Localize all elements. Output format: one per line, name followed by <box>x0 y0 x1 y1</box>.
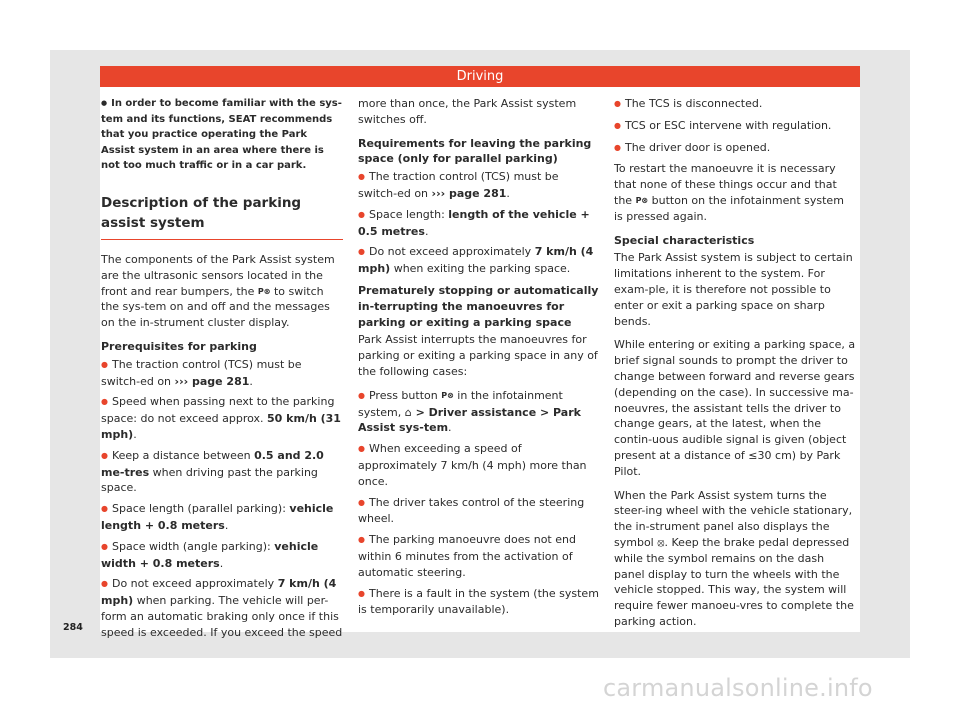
leaving-heading: Requirements for leaving the parking space (only for parallel parking) <box>358 136 592 166</box>
section-title: Description of the parking assist system <box>101 193 343 240</box>
column-1 <box>101 96 343 646</box>
restart-paragraph: To restart the manoeuvre it is necessary that none of these things occur and that the P⊗ button on the infotainment system is pressed again. <box>614 162 844 223</box>
column-3 <box>614 96 856 638</box>
special-heading: Special characteristics <box>614 233 755 247</box>
car-menu-icon: ⌂ <box>404 405 412 419</box>
page-header: Driving <box>100 66 860 87</box>
list-item: ● Speed when passing next to the parking space: do not exceed approx. 50 km/h (31 mph). <box>101 394 343 442</box>
interrupt-heading: Prematurely stopping or automatically in-terrupting the manoeuvres for parking or exiting a parking space <box>358 283 599 329</box>
park-assist-button-icon: P⊗ <box>257 286 271 296</box>
list-item: ● TCS or ESC intervene with regulation. <box>614 118 856 135</box>
list-item: ● Space width (angle parking): vehicle width + 0.8 meters. <box>101 539 343 572</box>
list-item: ● The driver takes control of the steering wheel. <box>358 495 600 528</box>
page-link[interactable]: ››› page 281 <box>431 186 507 200</box>
continued-paragraph: more than once, the Park Assist system switches off. <box>358 97 577 126</box>
page-number: 284 <box>63 622 83 633</box>
list-item: ● Do not exceed approximately 7 km/h (4 mph) when parking. The vehicle will per-form an automatic braking only once if this speed is exceeded. If you exceed the speed <box>101 576 343 640</box>
park-assist-button-icon: P⊗ <box>441 390 454 400</box>
list-item: ● The driver door is opened. <box>614 140 856 157</box>
steering-symbol-icon: ⦻ <box>657 535 665 549</box>
column-2 <box>358 96 600 623</box>
note-bullet: ● In order to become familiar with the sys-tem and its functions, SEAT recommends that you practice operating the Park Assist system in an area where there is not too much traffic or in a car park. <box>101 96 343 173</box>
list-item: ● There is a fault in the system (the system is temporarily unavailable). <box>358 586 600 619</box>
list-item: ● Keep a distance between 0.5 and 2.0 me-tres when driving past the parking space. <box>101 448 343 496</box>
interrupt-intro: Park Assist interrupts the manoeuvres for parking or exiting a parking space in any of the following cases: <box>358 333 598 378</box>
intro-paragraph: The components of the Park Assist system are the ultrasonic sensors located in the front and rear bumpers, the P⊗ to switch the sys-tem on and off and the messages on the in-strument cluster display. <box>101 253 335 330</box>
page-link[interactable]: ››› page 281 <box>174 374 250 388</box>
watermark: carmanualsonline.info <box>603 674 873 702</box>
list-item: ● Space length (parallel parking): vehicle length + 0.8 meters. <box>101 501 343 534</box>
special-paragraph-2: While entering or exiting a parking space, a brief signal sounds to prompt the driver to change between forward and reverse gears (depending on the case). In successive ma-noeuvres, the assistant tells the driver to change gears, at the latest, when the contin-uous audible signal is given (object present at a distance of ≤30 cm) by Park Pilot. <box>614 338 856 478</box>
list-item: ● The TCS is disconnected. <box>614 96 856 113</box>
prereq-heading: Prerequisites for parking <box>101 340 257 353</box>
park-assist-button-icon: P⊗ <box>635 195 649 205</box>
list-item: ● When exceeding a speed of approximately 7 km/h (4 mph) more than once. <box>358 441 600 489</box>
list-item: ● Space length: length of the vehicle + 0.5 metres. <box>358 207 600 240</box>
list-item: ● The traction control (TCS) must be switch-ed on ››› page 281. <box>101 357 343 390</box>
special-paragraph-1: The Park Assist system is subject to certain limitations inherent to the system. For exam-ple, it is therefore not possible to enter or exit a parking space on sharp bends. <box>614 251 853 328</box>
special-paragraph-3: When the Park Assist system turns the steer-ing wheel with the vehicle stationary, the in-strument panel also displays the symbol ⦻. Keep the brake pedal depressed while the symbol remains on the dash panel display to turn the wheels with the vehicle stopped. This way, the system will require fewer manoeu-vres to complete the parking action. <box>614 488 854 628</box>
list-item: ● Do not exceed approximately 7 km/h (4 mph) when exiting the parking space. <box>358 244 600 277</box>
list-item: ● The traction control (TCS) must be switch-ed on ››› page 281. <box>358 169 600 202</box>
list-item: ● The parking manoeuvre does not end within 6 minutes from the activation of automatic steering. <box>358 532 600 580</box>
list-item: ● Press button P⊗ in the infotainment system, ⌂ > Driver assistance > Park Assist sys-tem. <box>358 388 600 436</box>
